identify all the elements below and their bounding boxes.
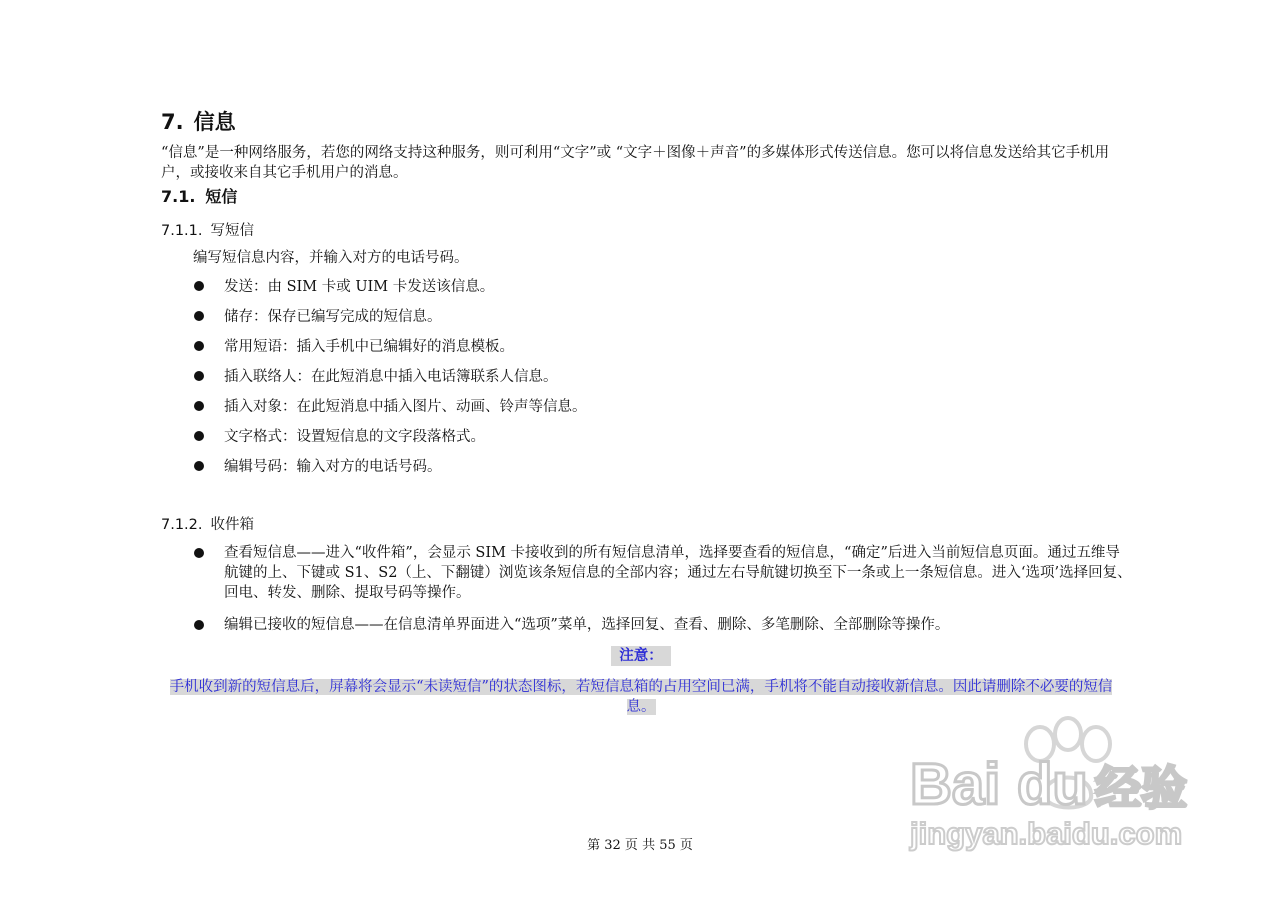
chapter-heading xyxy=(161,106,236,136)
watermark-brand: Bai xyxy=(910,752,1001,817)
write-intro-text: 编写短信息内容，并输入对方的电话号码。 xyxy=(193,250,469,266)
subsection-title: 收件箱 xyxy=(210,517,255,533)
bullet-icon xyxy=(194,431,204,441)
section-number: 7.1. xyxy=(161,187,196,206)
chapter-number: 7. xyxy=(161,110,184,134)
note-title: 注意： xyxy=(611,646,671,666)
subsection-number: 7.1.2. xyxy=(161,517,203,533)
inbox-options-list xyxy=(193,543,1133,647)
note-text: 手机收到新的短信息后，屏幕将会显示“未读短信”的状态图标，若短信息箱的占用空间已满，手机将不能自动接收新信息。因此请删除不必要的短信息。 xyxy=(169,679,1113,715)
list-item: 插入联络人：在此短消息中插入电话簿联系人信息。 xyxy=(193,366,587,396)
list-item: 常用短语：插入手机中已编辑好的消息模板。 xyxy=(193,336,587,366)
bullet-icon xyxy=(194,311,204,321)
bullet-icon xyxy=(194,341,204,351)
list-item: 文字格式：设置短信息的文字段落格式。 xyxy=(193,426,587,456)
bullet-icon xyxy=(194,281,204,291)
note-heading xyxy=(161,646,1121,666)
intro-paragraph: “信息”是一种网络服务，若您的网络支持这种服务，则可利用“文字”或 “文字＋图像＋声音”的多媒体形式传送信息。您可以将信息发送给其它手机用户，或接收来自其它手机用户的消息。 xyxy=(161,145,1110,181)
bullet-icon xyxy=(194,401,204,411)
write-options-list xyxy=(193,276,587,486)
bullet-icon xyxy=(194,620,204,630)
chapter-title: 信息 xyxy=(193,110,236,134)
watermark-brand-cn: 经验 xyxy=(1095,761,1187,815)
subsection-number: 7.1.1. xyxy=(161,223,203,239)
subsection-heading-inbox xyxy=(161,513,254,534)
list-item: 发送：由 SIM 卡或 UIM 卡发送该信息。 xyxy=(193,276,587,306)
bullet-icon xyxy=(194,461,204,471)
list-item: 查看短信息——进入“收件箱”，会显示 SIM 卡接收到的所有短信息清单，选择要查看的短信息，“确定”后进入当前短信息页面。通过五维导航键的上、下键或 S1、S2（上、下翻键）浏览该条短信息的全部内容；通过左右导航键切换至下一条或上一条短信息。进入‘选项’选择回复、回电、转发、删除、提取号码等操作。 xyxy=(193,543,1133,603)
section-title: 短信 xyxy=(205,187,238,206)
section-heading xyxy=(161,184,237,207)
baidu-jingyan-watermark xyxy=(905,712,1205,862)
bullet-icon xyxy=(194,548,204,558)
list-item: 编辑号码：输入对方的电话号码。 xyxy=(193,456,587,486)
list-item: 插入对象：在此短消息中插入图片、动画、铃声等信息。 xyxy=(193,396,587,426)
note-body xyxy=(161,677,1121,717)
subsection-title: 写短信 xyxy=(210,223,255,239)
watermark-brand-2: du xyxy=(1017,752,1088,817)
page-footer: 第 32 页 共 55 页 xyxy=(587,838,693,853)
bullet-icon xyxy=(194,371,204,381)
list-item: 储存：保存已编写完成的短信息。 xyxy=(193,306,587,336)
watermark-url: jingyan.baidu.com xyxy=(910,816,1183,851)
list-item: 编辑已接收的短信息——在信息清单界面进入“选项”菜单，选择回复、查看、删除、多笔删除、全部删除等操作。 xyxy=(193,615,1133,635)
subsection-heading-write xyxy=(161,219,254,240)
